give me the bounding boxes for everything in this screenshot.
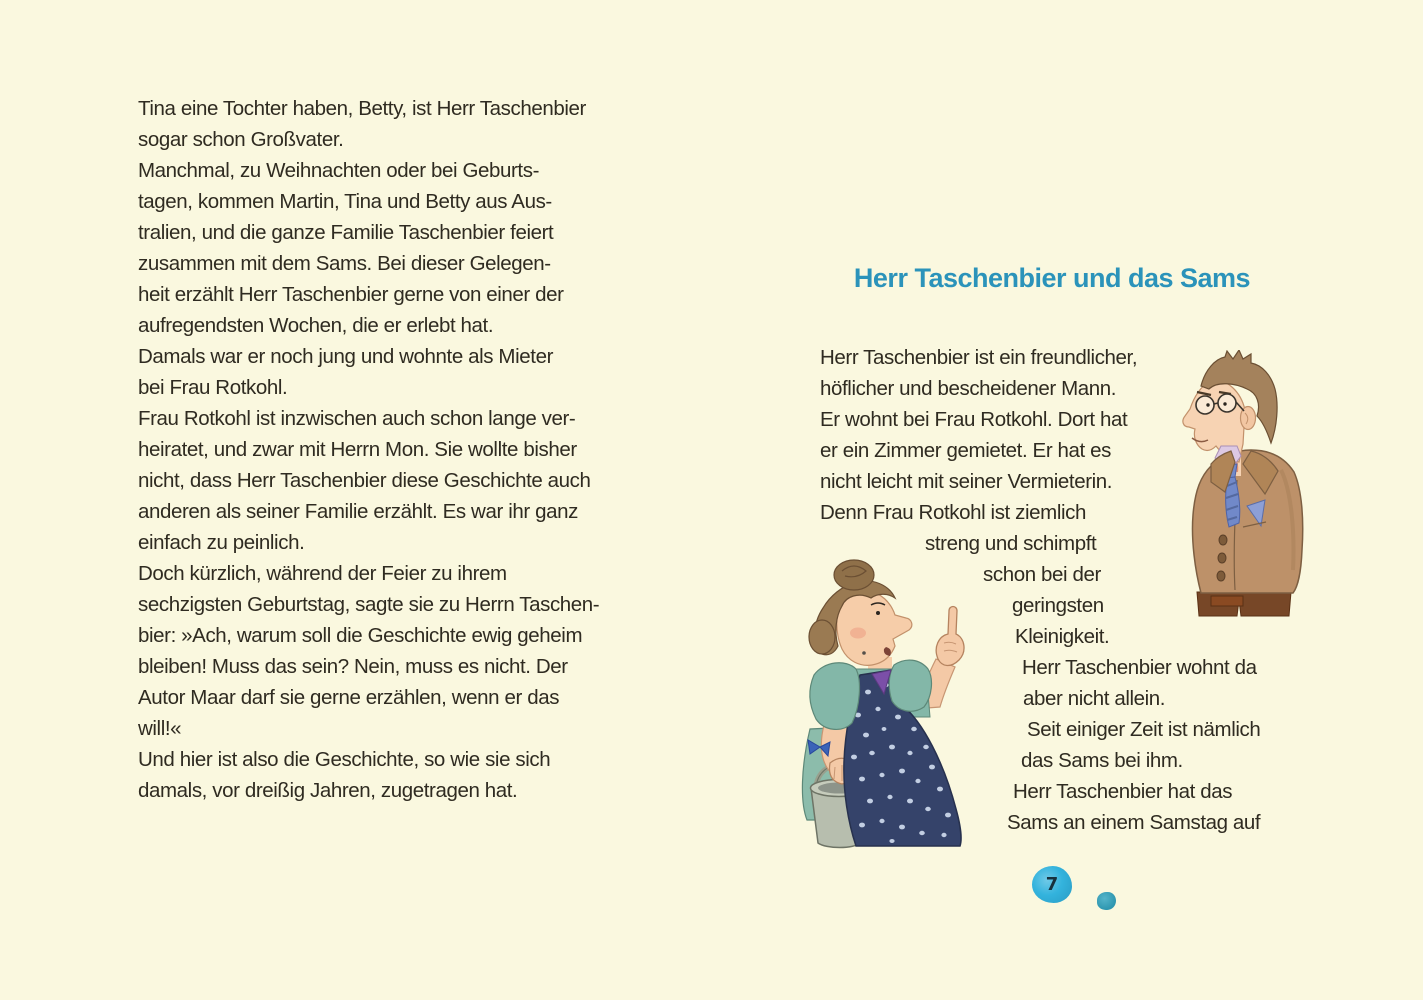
text-line: Damals war er noch jung und wohnte als Mieter (138, 345, 553, 368)
text-line: Seit einiger Zeit ist nämlich (1027, 718, 1261, 741)
text-line: bei Frau Rotkohl. (138, 376, 288, 399)
accent-dot (1097, 892, 1116, 910)
chapter-title: Herr Taschenbier und das Sams (853, 263, 1251, 294)
text-line: tagen, kommen Martin, Tina und Betty aus Aus- (138, 190, 552, 213)
text-line: Frau Rotkohl ist inzwischen auch schon lange ver- (138, 407, 576, 430)
text-line: nicht, dass Herr Taschenbier diese Geschichte auch (138, 469, 591, 492)
text-line: tralien, und die ganze Familie Taschenbier feiert (138, 221, 554, 244)
text-line: bleiben! Muss das sein? Nein, muss es nicht. Der (138, 655, 568, 678)
text-line: er ein Zimmer gemietet. Er hat es (820, 439, 1111, 462)
text-line: einfach zu peinlich. (138, 531, 305, 554)
text-line: damals, vor dreißig Jahren, zugetragen hat. (138, 779, 518, 802)
text-line: heit erzählt Herr Taschenbier gerne von einer der (138, 283, 564, 306)
text-line: aufregendsten Wochen, die er erlebt hat. (138, 314, 494, 337)
text-line: aber nicht allein. (1023, 687, 1166, 710)
text-line: Autor Maar darf sie gerne erzählen, wenn er das (138, 686, 560, 709)
text-line: Herr Taschenbier wohnt da (1022, 656, 1257, 679)
page-number: 7 (1045, 874, 1059, 895)
text-line: sogar schon Großvater. (138, 128, 344, 151)
text-line: Er wohnt bei Frau Rotkohl. Dort hat (820, 408, 1128, 431)
text-line: anderen als seiner Familie erzählt. Es war ihr ganz (138, 500, 578, 523)
text-line: Herr Taschenbier hat das (1013, 780, 1233, 803)
left-page (0, 0, 711, 1000)
text-line: Kleinigkeit. (1015, 625, 1110, 648)
herr-taschenbier-illustration (1181, 350, 1306, 618)
text-line: will!« (138, 717, 182, 740)
text-line: Manchmal, zu Weihnachten oder bei Geburts- (138, 159, 540, 182)
text-line: schon bei der (983, 563, 1101, 586)
text-line: Tina eine Tochter haben, Betty, ist Herr Taschenbier (138, 97, 586, 120)
text-line: nicht leicht mit seiner Vermieterin. (820, 470, 1113, 493)
text-line: Herr Taschenbier ist ein freundlicher, (820, 346, 1138, 369)
text-line: bier: »Ach, warum soll die Geschichte ewig geheim (138, 624, 583, 647)
text-line: geringsten (1012, 594, 1104, 617)
right-page (711, 0, 1423, 1000)
text-line: Und hier ist also die Geschichte, so wie sie sich (138, 748, 551, 771)
text-line: sechzigsten Geburtstag, sagte sie zu Herrn Taschen- (138, 593, 600, 616)
text-line: heiratet, und zwar mit Herrn Mon. Sie wollte bisher (138, 438, 577, 461)
text-line: Doch kürzlich, während der Feier zu ihrem (138, 562, 507, 585)
text-line: Denn Frau Rotkohl ist ziemlich (820, 501, 1086, 524)
left-page-paragraph (138, 93, 599, 806)
text-line: Sams an einem Samstag auf (1007, 811, 1261, 834)
text-line: zusammen mit dem Sams. Bei dieser Gelegen- (138, 252, 551, 275)
frau-rotkohl-illustration (798, 557, 976, 852)
page-number-badge (1032, 866, 1072, 903)
text-line: das Sams bei ihm. (1021, 749, 1183, 772)
text-line: streng und schimpft (925, 532, 1097, 555)
text-line: höflicher und bescheidener Mann. (820, 377, 1117, 400)
